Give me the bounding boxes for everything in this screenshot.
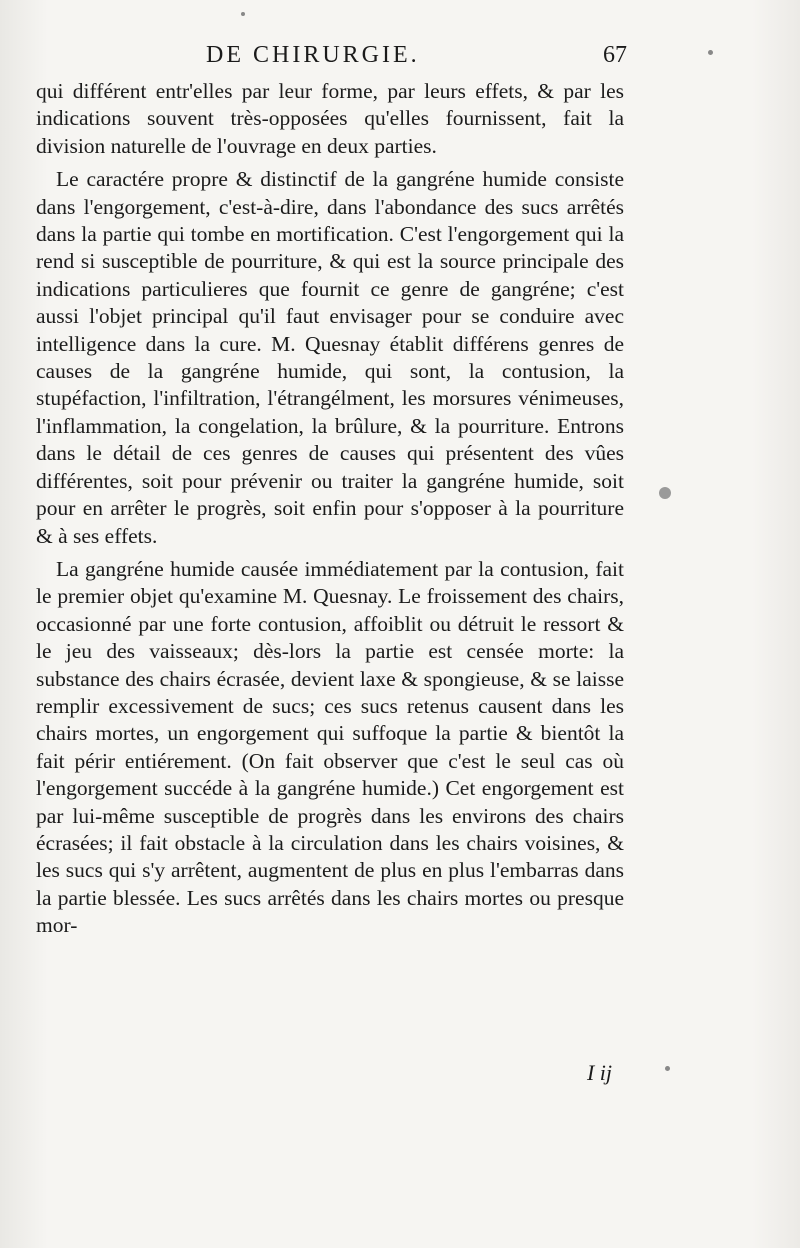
paragraph: qui différent entr'elles par leur forme, par leurs effets, & par les indications souvent très-opposées qu'elles fournissent, fait la division naturelle de l'ouvrage en deux parties.: [36, 79, 624, 158]
page-header: [36, 42, 631, 82]
paper-speck: [665, 1066, 670, 1071]
page-number: 67: [603, 42, 627, 68]
paragraph: Le caractére propre & distinctif de la gangréne humide consiste dans l'engorgement, c'est-à-dire, dans l'abondance des sucs arrêtés dans la partie qui tombe en mortification. C'est l'engorgement qui la rend si susceptible de pourriture, & qui est la source principale des indications particulieres que fournit ce genre de gangréne; c'est aussi l'objet principal qu'il faut envisager pour se conduire avec intelligence dans la cure. M. Quesnay établit différens genres de causes de la gangréne humide, qui sont, la contusion, la stupéfaction, l'infiltration, l'étrangélment, les morsures vénimeuses, l'inflammation, la congelation, la brûlure, & la pourriture. Entrons dans le détail de ces genres de causes qui présentent des vûes différentes, soit pour prévenir ou traiter la gangréne humide, soit pour en arrêter le progrès, soit enfin pour s'opposer à la pourriture & à ses effets.: [36, 167, 624, 548]
paper-speck: [708, 50, 713, 55]
paper-speck: [659, 487, 671, 499]
paragraph: La gangréne humide causée immédiatement par la contusion, fait le premier objet qu'examine M. Quesnay. Le froissement des chairs, occasionné par une forte contusion, affoiblit ou détruit le ressort & le jeu des vaisseaux; dès-lors la partie est censée morte: la substance des chairs écrasée, devient laxe & spongieuse, & se laisse remplir excessivement de sucs; ces sucs retenus causent dans les chairs mortes, un engorgement qui suffoque la partie & bientôt la fait périr entiérement. (On fait observer que c'est le seul cas où l'engorgement succéde à la gangréne humide.) Cet engorgement est par lui-même susceptible de progrès dans les environs des chairs écrasées; il fait obstacle à la circulation dans les chairs voisines, & les sucs qui s'y arrêtent, augmentent de plus en plus l'embarras dans la partie blessée. Les sucs arrêtés dans les chairs mortes ou presque mor-: [36, 556, 624, 938]
signature-mark: I ij: [586, 1060, 612, 1085]
paper-speck: [241, 12, 245, 16]
running-head: DE CHIRURGIE.: [206, 42, 420, 68]
body-text: [36, 78, 624, 940]
